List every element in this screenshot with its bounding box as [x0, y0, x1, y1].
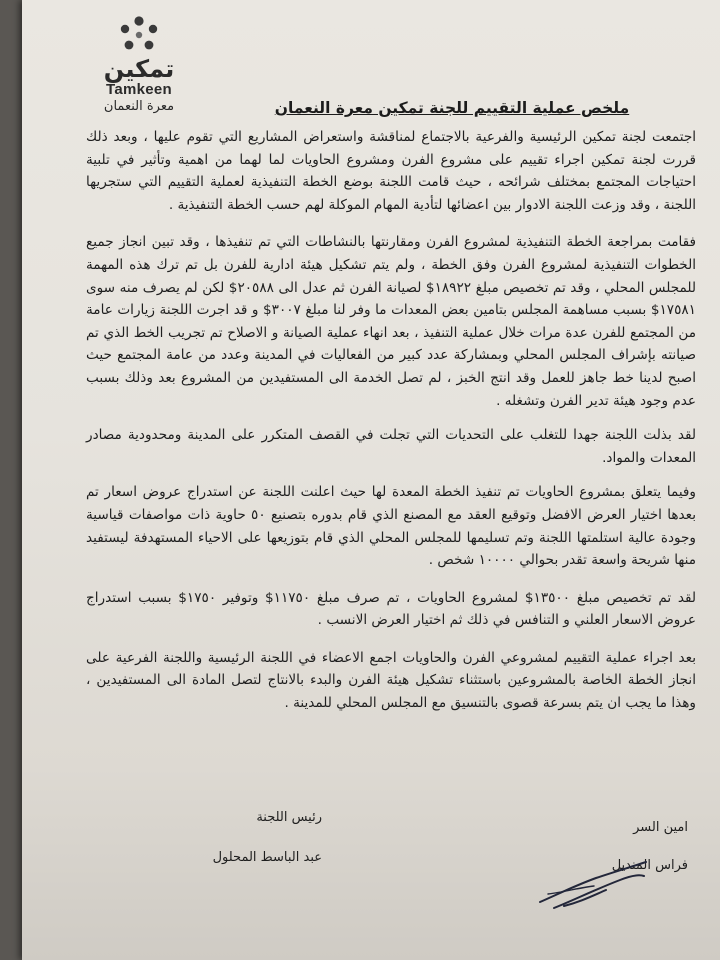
paragraph-containers-project: وفيما يتعلق بمشروع الحاويات تم تنفيذ الخطة المعدة لها حيث اعلنت اللجنة عن استدراج عروض اسعار تم بعدها اختيار العرض الافضل وتوقيع العقد مع المصنع الذي قام بدوره بتصنيع ٥٠ حاوية ذات مواصفات قياسية وجودة عالية استلمتها اللجنة وتم تسليمها للمجلس المحلي الذي قام بتوزيعها على الاحياء المستهدفة ليستفيد منها شريحة واسعة تقدر بحوالي ١٠٠٠٠ شخص .	[86, 484, 696, 569]
chair-signature-block	[182, 808, 322, 868]
logo-english-name: Tamkeen	[105, 81, 173, 98]
secretary-name: فراس المنديل	[611, 858, 688, 873]
secretary-role: امين السر	[633, 820, 688, 835]
chair-role: رئيس اللجنة	[256, 810, 322, 825]
paragraph-conclusion: بعد اجراء عملية التقييم لمشروعي الفرن والحاويات اجمع الاعضاء في اللجنة الرئيسية واللجنة الفرعية على انجاز الخطة الخاصة بالمشروعين باستثناء تشكيل هيئة الفرن والبدء بالانتاج لتصل المادة الى المستفيدين ، وهذا ما يجب ان يتم بسرعة قصوى بالتنسيق مع المجلس المحلي للمدينة .	[86, 649, 696, 712]
tamkeen-circles-icon	[116, 14, 162, 54]
document-title: ملخص عملية التقييم للجنة تمكين معرة النعمان	[274, 99, 630, 117]
handwritten-signature	[534, 856, 654, 916]
document-page	[22, 0, 720, 960]
chair-name: عبد الباسط المحلول	[212, 850, 322, 865]
paragraph-challenges: لقد بذلت اللجنة جهدا للتغلب على التحديات التي تجلت في القصف المتكرر على المدينة ومحدودية مصادر المعدات والمواد.	[86, 427, 696, 466]
paragraph-oven-project: فقامت بمراجعة الخطة التنفيذية لمشروع الفرن ومقارنتها بالنشاطات التي تم تنفيذها ، وقد تبين انجاز جميع الخطوات التنفيذية لمشروع الفرن وفق الخطة ، ولم يتم تشكيل هيئة ادارية للفرن بل تم ترك هذه المهمة للمجلس المحلي ، وقد تم تخصيص مبلغ ١٨٩٢٢$ لصيانة الفرن ثم عدل الى ٢٠٥٨٨$ لكن لم يصرف منه سوى ١٧٥٨١$ بسبب مساهمة المجلس بتامين بعض المعدات ما وفر لنا مبلغ ٣٠٠٧$ و قد اجرت اللجنة زيارات عامة من المجتمع للفرن عدة مرات خلال عملية التنفيذ ، بعد انهاء عملية الصيانة و الاصلاح تم تجريب الخط الذي تم صيانته بإشراف المجلس المحلي وبمشاركة عدد كبير من الفعاليات في المدينة وعدد من عامة المجتمع حيث اصبح لدينا خط جاهز للعمل وقد انتج الخبز ، لم تصل الخدمة الى المستفيدين من المشروع بعد وذلك بسبب عدم وجود هيئة تدير الفرن وتشغله .	[86, 234, 697, 409]
tamkeen-logo	[84, 14, 194, 116]
logo-location: معرة النعمان	[103, 99, 175, 114]
paragraph-intro: اجتمعت لجنة تمكين الرئيسية والفرعية بالاجتماع لمناقشة واستعراض المشاريع التي تقوم عليها ، وبعد ذلك قررت لجنة تمكين اجراء تقييم على مشروع الفرن ومشروع الحاويات لما لهما من اهمية وتأثير في تلبية احتياجات المجتمع بمختلف شرائحه ، حيث قامت اللجنة بوضع الخطة التنفيذية لعملية التقييم التي ستجريها اللجنة ، وقد وزعت اللجنة الادوار بين اعضائها لتأدية المهام الموكلة لهم حسب الخطة التنفيذية .	[86, 129, 696, 213]
logo-arabic-name: تمكين	[103, 55, 175, 83]
document-body	[86, 126, 696, 730]
paragraph-containers-budget: لقد تم تخصيص مبلغ ١٣٥٠٠$ لمشروع الحاويات ، تم صرف مبلغ ١١٧٥٠$ وتوفير ١٧٥٠$ بسبب استدراج عروض الاسعار العلني و التنافس في ذلك ثم اختيار العرض الانسب .	[86, 589, 697, 629]
